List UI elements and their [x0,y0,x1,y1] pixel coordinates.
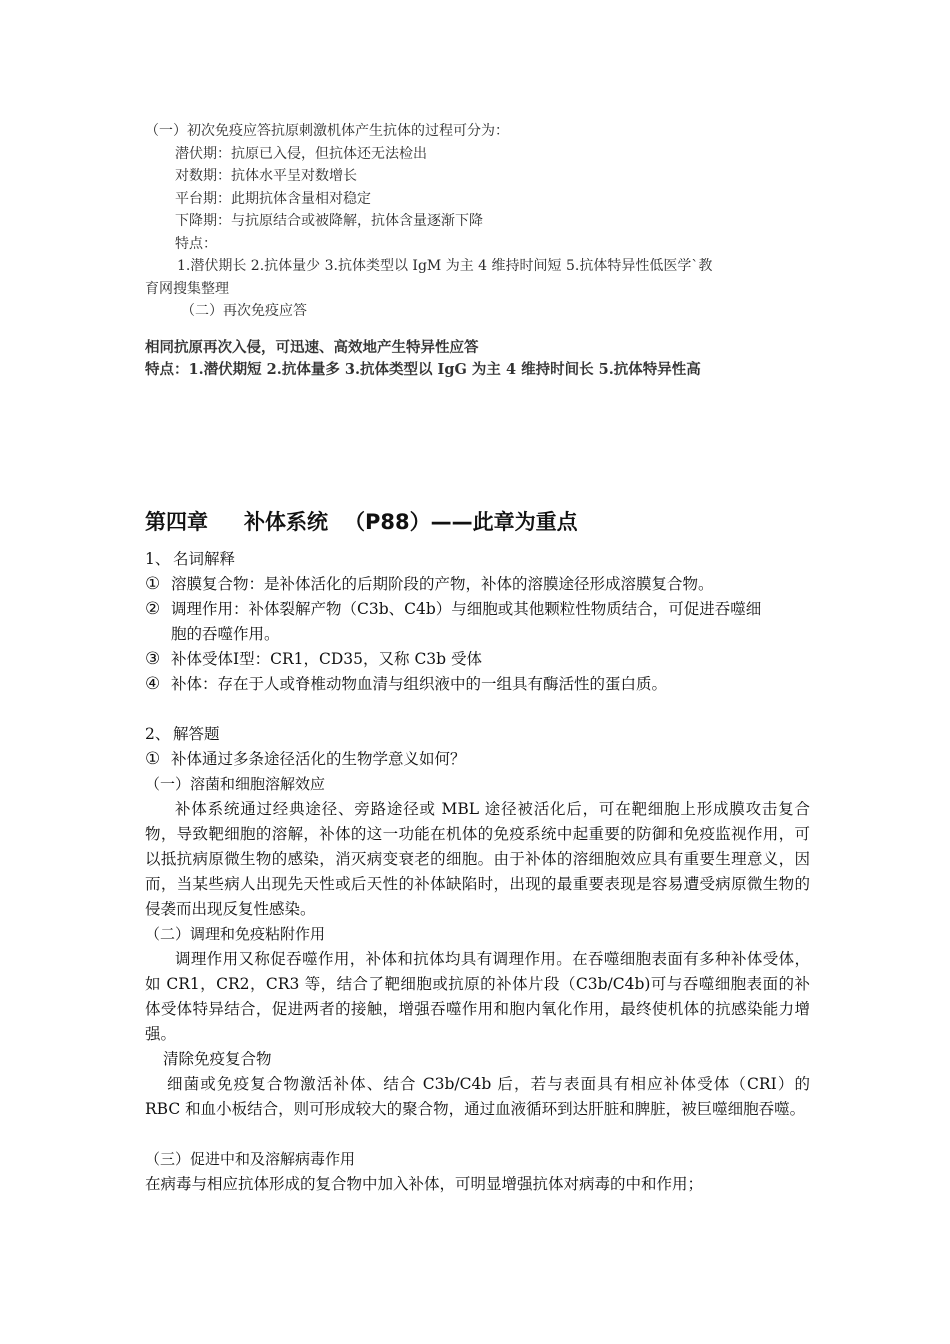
phase-latent: 潜伏期：抗原已入侵，但抗体还无法检出 [175,145,427,162]
chapter-title: 第四章 补体系统 （P88）——此章为重点 [145,510,578,534]
scanned-excerpt [145,120,785,382]
section2-heading: 2、 解答题 [145,725,220,743]
definition-item: ④ 补体：存在于人或脊椎动物血清与组织液中的一组具有酶活性的蛋白质。 [145,674,668,694]
section1-heading: 1、 名词解释 [145,550,236,568]
secondary-response-desc: 相同抗原再次入侵，可迅速、高效地产生特异性应答 [145,338,479,356]
definition-item-continuation: 胞的吞噬作用。 [171,625,280,643]
clear-immune-complex-body: 细菌或免疫复合物激活补体、结合 C3b/C4b 后，若与表面具有相应补体受体（CRI）的 RBC 和血小板结合，则可形成较大的聚合物，通过血液循环到达肝脏和脾脏，被巨噬细胞吞噬。 [145,1075,810,1118]
secondary-response-features: 特点：1.潜伏期短 2.抗体量多 3.抗体类型以 IgG 为主 4 维持时间长 5.抗体特异性高 [145,361,701,378]
phase-plateau: 平台期：此期抗体含量相对稳定 [175,190,371,207]
subsection-opsonization-body: 调理作用又称促吞噬作用，补体和抗体均具有调理作用。在吞噬细胞表面有多种补体受体，如 CR1，CR2，CR3 等，结合了靶细胞或抗原的补体片段（C3b/C4b)可与吞噬细胞表面的补体受体特异结合，促进两者的接触，增强吞噬作用和胞内氧化作用，最终使机体的抗感染能力增强。 [145,950,810,1043]
subsection-lysis-title: （一）溶菌和细胞溶解效应 [145,775,326,793]
definition-item: ① 溶膜复合物：是补体活化的后期阶段的产物，补体的溶膜途径形成溶膜复合物。 [145,574,714,594]
primary-response-heading: （一）初次免疫应答抗原刺激机体产生抗体的过程可分为： [145,123,509,139]
question: ① 补体通过多条途径活化的生物学意义如何？ [145,749,466,769]
subsection-virus-body: 在病毒与相应抗体形成的复合物中加入补体，可明显增强抗体对病毒的中和作用； [145,1175,704,1193]
primary-features-line2: 育网搜集整理 [145,280,229,297]
subsection-lysis-body: 补体系统通过经典途径、旁路途径或 MBL 途径被活化后，可在靶细胞上形成膜攻击复合物，导致靶细胞的溶解，补体的这一功能在机体的免疫系统中起重要的防御和免疫监视作用，可以抵抗病原微生物的感染，消灭病变衰老的细胞。由于补体的溶细胞效应具有重要生理意义，因而，当某些病人出现先天性或后天性的补体缺陷时，出现的最重要表现是容易遭受病原微生物的侵袭而出现反复性感染。 [145,800,810,918]
phase-log: 对数期：抗体水平呈对数增长 [175,168,357,184]
definition-item: ② 调理作用：补体裂解产物（C3b、C4b）与细胞或其他颗粒性物质结合，可促进吞噬细 [145,599,762,619]
definition-item: ③ 补体受体Ⅰ型：CR1，CD35，又称 C3b 受体 [145,649,483,669]
chapter-content [145,505,810,1197]
secondary-response-heading: （二）再次免疫应答 [181,303,307,319]
phase-decline: 下降期：与抗原结合或被降解，抗体含量逐渐下降 [175,213,483,229]
feature-label: 特点： [175,235,217,252]
subsection-opsonization-title: （二）调理和免疫粘附作用 [145,925,326,943]
subsection-virus-title: （三）促进中和及溶解病毒作用 [145,1150,356,1168]
clear-immune-complex-title: 清除免疫复合物 [163,1050,272,1068]
primary-features-line1: 1.潜伏期长 2.抗体量少 3.抗体类型以 IgM 为主 4 维持时间短 5.抗体特异性低医学`教 [177,258,713,274]
